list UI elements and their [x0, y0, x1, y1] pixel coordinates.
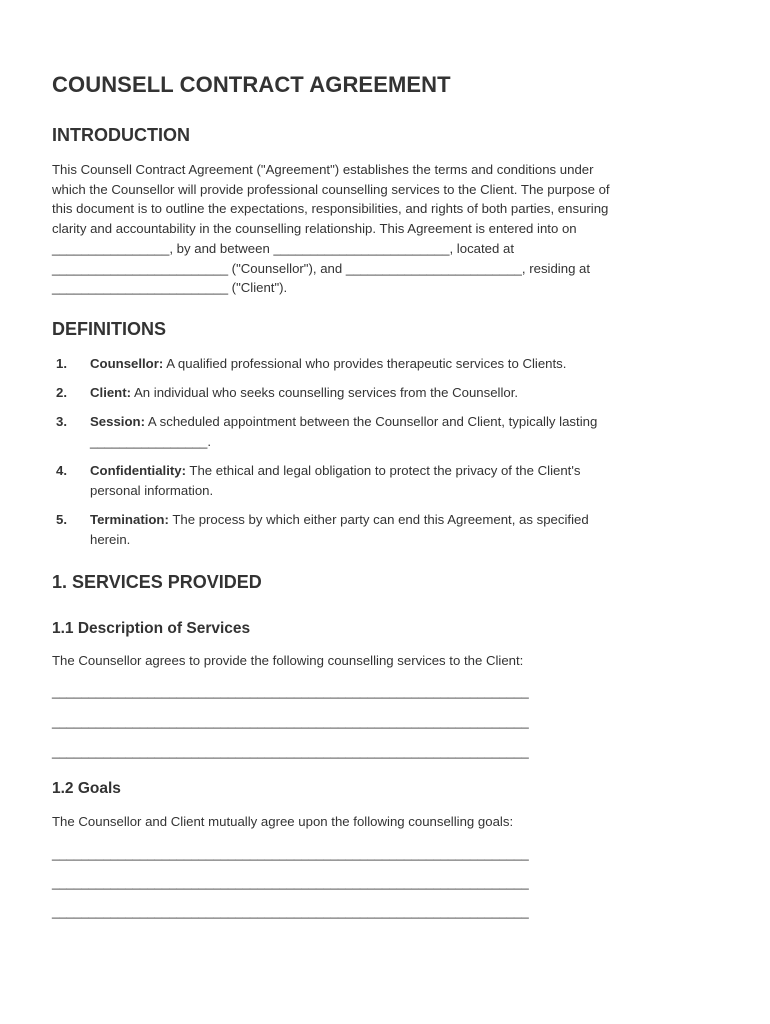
goals-heading: 1.2 Goals	[52, 780, 121, 797]
description-of-services-heading: 1.1 Description of Services	[52, 620, 251, 637]
definition-text: An individual who seeks counselling services from the Counsellor.	[131, 385, 519, 400]
definition-term: Termination:	[90, 512, 169, 527]
goals-blank-line: _________________________________________________________________	[52, 846, 529, 861]
services-blank-line: _________________________________________________________________	[52, 684, 529, 699]
introduction-line: ________________, by and between ________________________, located at	[52, 240, 514, 256]
definition-text: ________________.	[90, 433, 212, 449]
definition-number: 4.	[56, 463, 67, 478]
introduction-line: clarity and accountability in the counselling relationship. This Agreement is entered into on	[52, 221, 577, 237]
goals-text: The Counsellor and Client mutually agree upon the following counselling goals:	[52, 814, 514, 829]
definition-term: Confidentiality:	[90, 463, 186, 478]
services-heading: 1. SERVICES PROVIDED	[52, 572, 262, 592]
definition-text: A scheduled appointment between the Counsellor and Client, typically lasting	[144, 414, 598, 429]
definition-number: 2.	[56, 385, 67, 400]
definition-text: A qualified professional who provides therapeutic services to Clients.	[163, 356, 567, 371]
definition-text: The process by which either party can end this Agreement, as specified	[168, 512, 589, 527]
introduction-line: ________________________ ("Client").	[52, 280, 288, 296]
services-blank-line: _________________________________________________________________	[52, 714, 529, 729]
definition-text: The ethical and legal obligation to protect the privacy of the Client's	[185, 463, 581, 478]
introduction-line: which the Counsellor will provide professional counselling services to the Client. The purpose of	[52, 181, 610, 197]
definition-term: Client:	[90, 385, 132, 400]
definition-number: 3.	[56, 414, 67, 429]
description-of-services-text: The Counsellor agrees to provide the following counselling services to the Client:	[52, 653, 524, 668]
introduction-line: this document is to outline the expectations, responsibilities, and rights of both parties, ensuring	[52, 201, 609, 217]
document-title: COUNSELL CONTRACT AGREEMENT	[52, 72, 451, 97]
definition-number: 1.	[56, 356, 67, 371]
goals-blank-line: _________________________________________________________________	[52, 875, 529, 890]
definition-term: Counsellor:	[90, 356, 164, 371]
introduction-paragraph	[52, 160, 610, 298]
goals-blank-line: _________________________________________________________________	[52, 904, 529, 919]
definition-text: herein.	[90, 531, 131, 547]
definition-number: 5.	[56, 512, 67, 527]
introduction-line: This Counsell Contract Agreement ("Agreement") establishes the terms and conditions under	[52, 162, 594, 177]
definition-term: Session:	[90, 414, 145, 429]
definition-text: personal information.	[90, 482, 214, 498]
introduction-heading: INTRODUCTION	[52, 125, 190, 145]
services-blank-line: _________________________________________________________________	[52, 744, 529, 759]
introduction-line: ________________________ ("Counsellor"), and ________________________, residing at	[52, 260, 591, 276]
definitions-heading: DEFINITIONS	[52, 319, 167, 339]
